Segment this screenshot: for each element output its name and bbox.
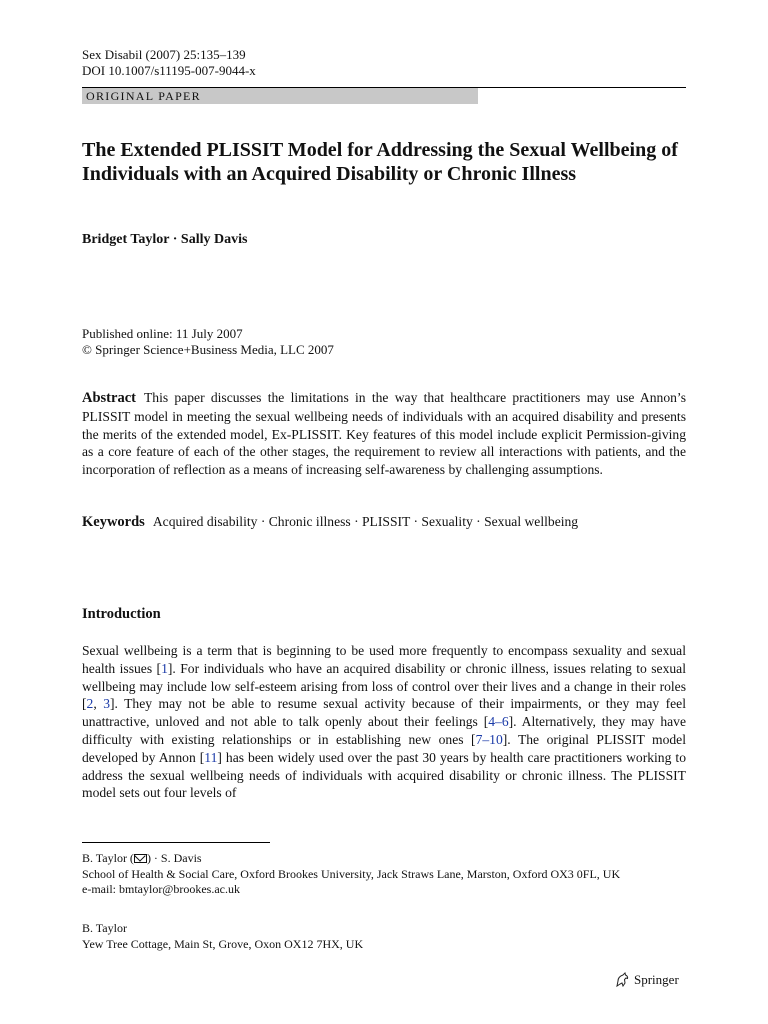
publisher-name: Springer: [634, 972, 679, 987]
publication-info: [82, 326, 334, 358]
author-name: B. Taylor (: [82, 851, 134, 865]
citation-link[interactable]: 2: [86, 696, 94, 712]
intro-text: ] has been widely used over the past 30 years by health care practitioners working to address the sexual wellbeing needs of individuals with acquired disability or chronic illness. The PLISSIT model sets out four levels of: [82, 749, 686, 801]
citation-link[interactable]: 7–10: [475, 731, 503, 747]
author-name-2: B. Taylor: [82, 921, 127, 935]
intro-text: ]. The original PLISSIT model developed by Annon [: [82, 731, 686, 765]
citation-link[interactable]: 1: [161, 660, 168, 676]
keywords: [82, 513, 686, 532]
keywords-text: Acquired disability · Chronic illness · PLISSIT · Sexuality · Sexual wellbeing: [152, 514, 579, 529]
intro-text: ,: [93, 696, 104, 712]
journal-header: [82, 47, 256, 79]
envelope-icon[interactable]: [134, 854, 147, 863]
publisher-logo: [614, 972, 679, 988]
author-name: ) · S. Davis: [146, 851, 202, 865]
doi: DOI 10.1007/s11195-007-9044-x: [82, 63, 256, 78]
citation-link[interactable]: 4–6: [488, 714, 509, 730]
intro-text: Sexual wellbeing is a term that is beginning to be used more frequently to encompass sexuality and sexual health issues [: [82, 643, 686, 676]
abstract-label: Abstract: [82, 390, 136, 406]
address-2: Yew Tree Cottage, Main St, Grove, Oxon OX12 7HX, UK: [82, 936, 364, 951]
author-footnote: [82, 851, 686, 898]
journal-citation: Sex Disabil (2007) 25:135–139: [82, 47, 246, 62]
article-type-band: ORIGINAL PAPER: [82, 88, 478, 104]
corresponding-author-line: [82, 851, 686, 867]
intro-text: ]. They may not be able to resume sexual activity because of their impairments, or they may feel unattractive, unloved and not able to talk openly about their feelings [: [82, 696, 686, 730]
abstract: [82, 389, 686, 479]
introduction-paragraph: [82, 642, 686, 802]
citation-link[interactable]: 3: [103, 696, 110, 712]
intro-text: ]. For individuals who have an acquired disability or chronic illness, issues relating to sexual wellbeing may include low self-esteem arising from loss of control over their lives and a change in their roles [: [82, 660, 686, 712]
citation-link[interactable]: 11: [204, 749, 218, 765]
keywords-label: Keywords: [82, 514, 145, 530]
second-address-footnote: [82, 921, 686, 952]
article-title: The Extended PLISSIT Model for Addressing the Sexual Wellbeing of Individuals with an Acquired Disability or Chronic Illness: [82, 139, 678, 185]
author-list: Bridget Taylor · Sally Davis: [82, 232, 248, 247]
intro-text: ]. Alternatively, they may have difficulty with existing relationships or in establishing new ones [: [82, 714, 686, 747]
published-date: Published online: 11 July 2007: [82, 326, 243, 341]
abstract-text: This paper discusses the limitations in the way that healthcare practitioners may use Annon’s PLISSIT model in meeting the sexual wellbeing needs of individuals with an acquired disability and presents the merits of the extended model, Ex-PLISSIT. Key features of this model include explicit Permission-giving as a core feature of each of the other stages, the requirement to review all interactions with patients, and the incorporation of reflection as a means of increasing self-awareness by challenging assumptions.: [82, 390, 686, 478]
affiliation: School of Health & Social Care, Oxford Brookes University, Jack Straws Lane, Marston, Oxford OX3 0FL, UK: [82, 866, 621, 881]
introduction-heading: Introduction: [82, 606, 161, 622]
springer-horse-icon: [614, 972, 630, 988]
email[interactable]: e-mail: bmtaylor@brookes.ac.uk: [82, 882, 241, 896]
copyright: © Springer Science+Business Media, LLC 2007: [82, 342, 334, 357]
footnote-rule: [82, 842, 270, 843]
